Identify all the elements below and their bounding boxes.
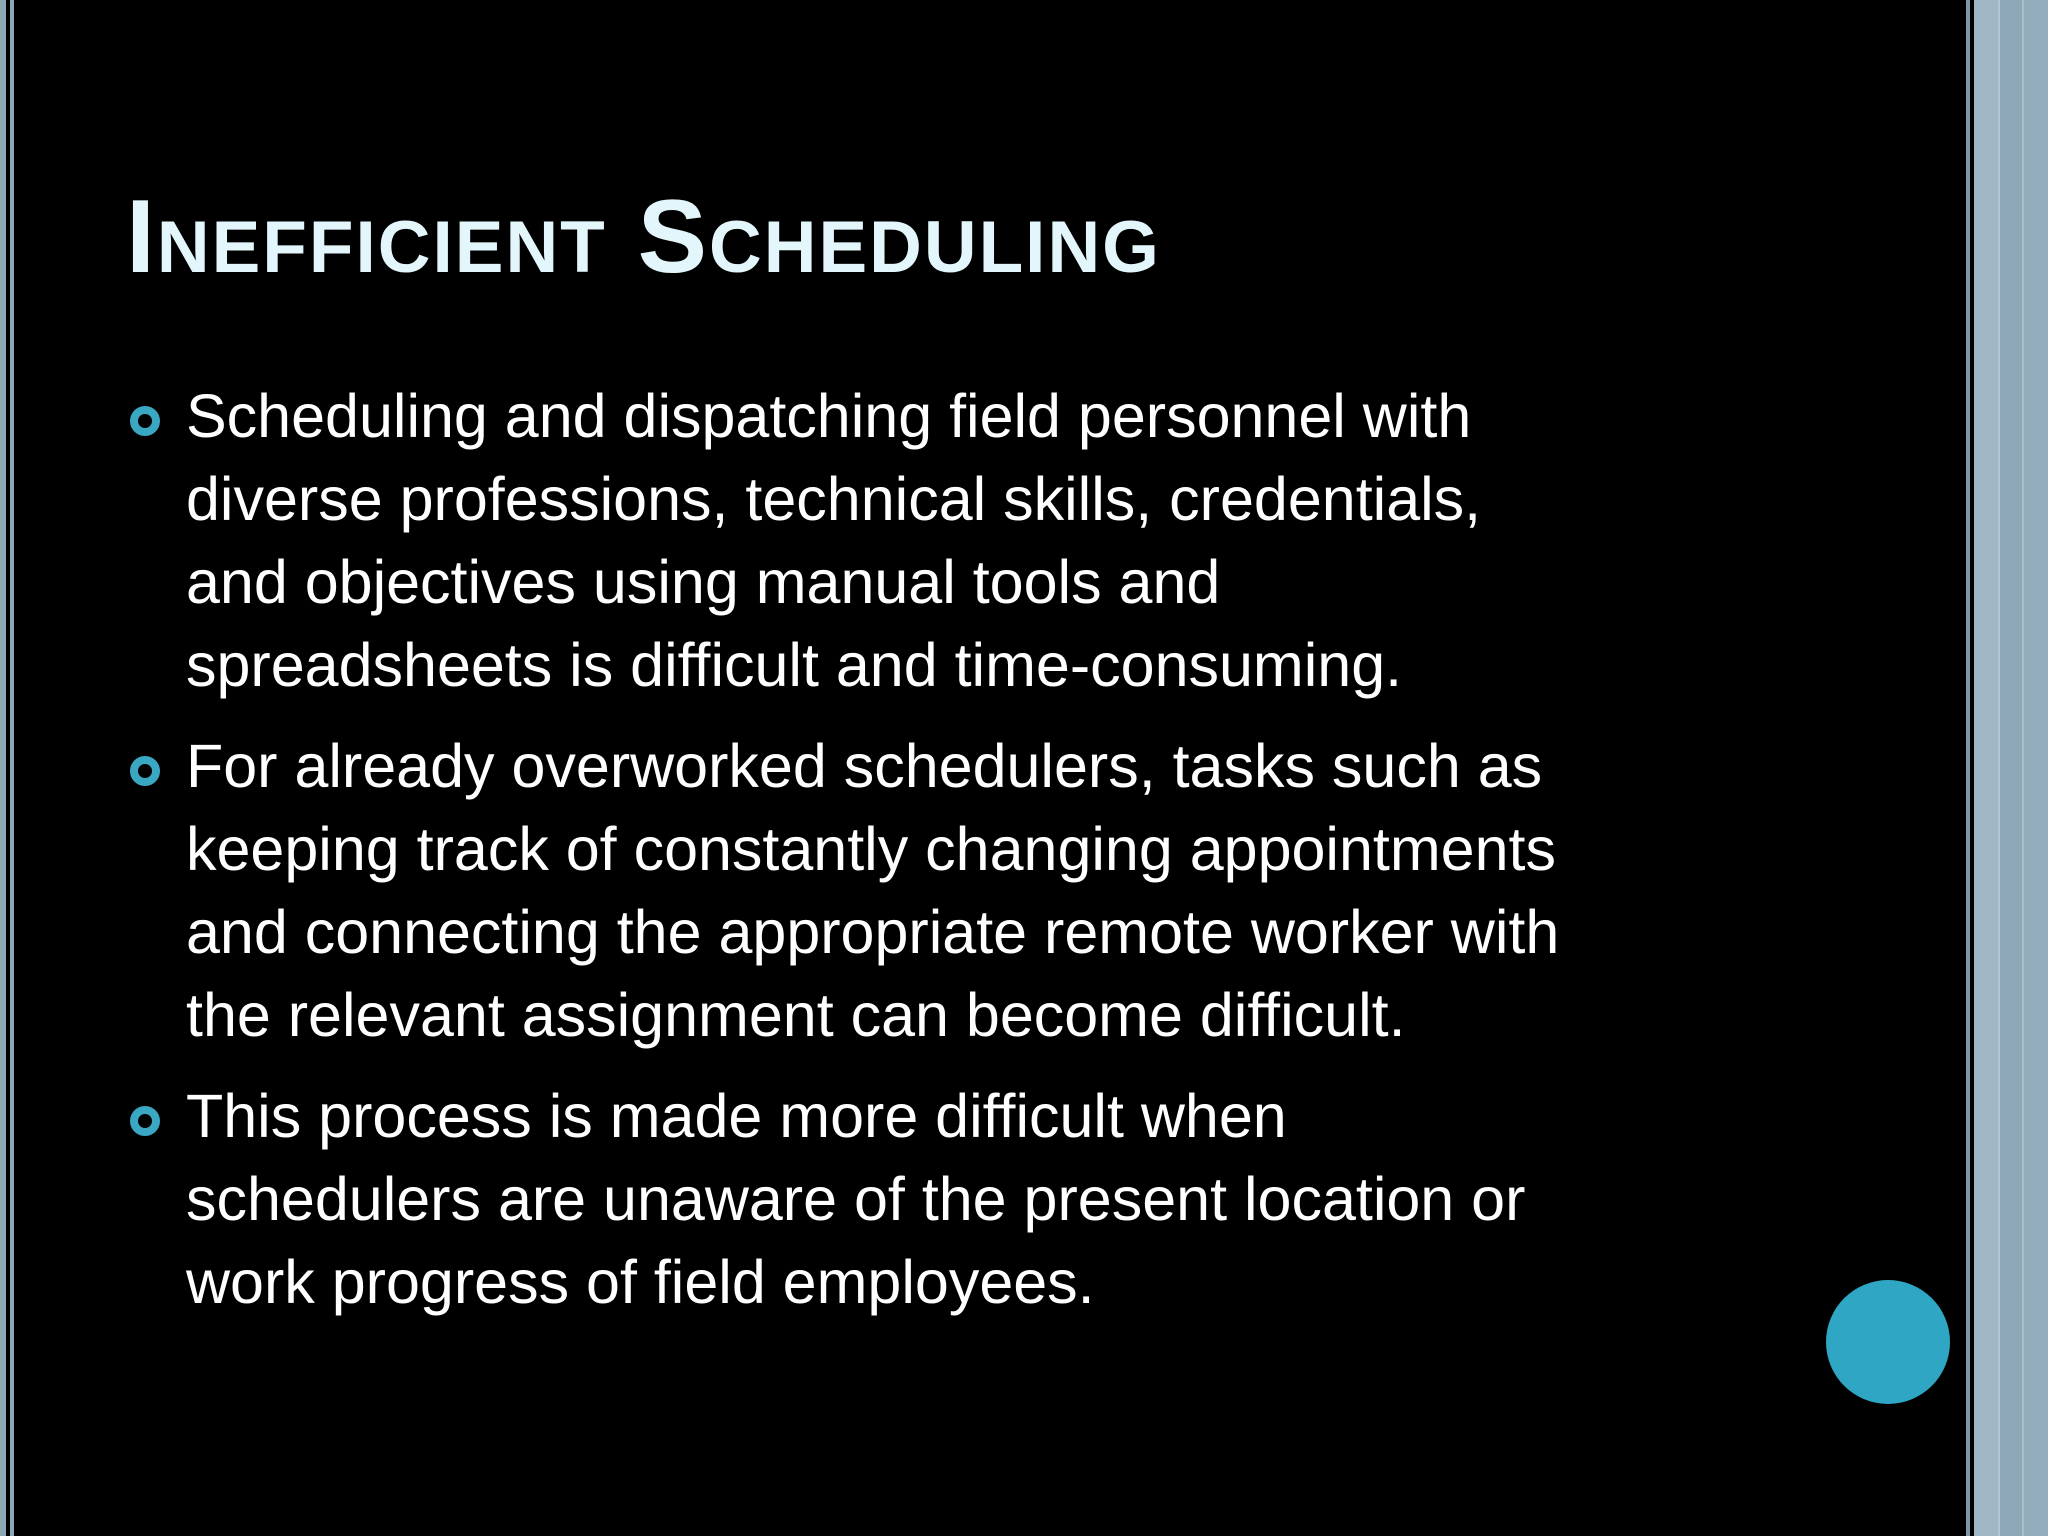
right-frame-stripes (1960, 0, 2048, 1536)
ring-bullet-icon (130, 1106, 160, 1136)
bullet-text: For already overworked schedulers, tasks such as keeping track of constantly changing appointments and connecting the appropriate remote worker with the relevant assignment can become difficult. (186, 732, 1560, 1049)
bullet-item (126, 375, 1766, 707)
bullet-text: Scheduling and dispatching field personnel with diverse professions, technical skills, credentials, and objectives using manual tools and spreadsheets is difficult and time-consuming. (186, 382, 1482, 699)
ring-bullet-icon (130, 406, 160, 436)
bullet-item (126, 1075, 1766, 1324)
bullet-text: This process is made more difficult when schedulers are unaware of the present location or work progress of field employees. (186, 1082, 1526, 1316)
decorative-circle (1826, 1280, 1950, 1404)
bullet-item (126, 725, 1766, 1057)
slide-title: Inefficient Scheduling (126, 179, 1161, 295)
bullet-list (126, 375, 1766, 1342)
ring-bullet-icon (130, 756, 160, 786)
left-frame-border (0, 0, 24, 1536)
